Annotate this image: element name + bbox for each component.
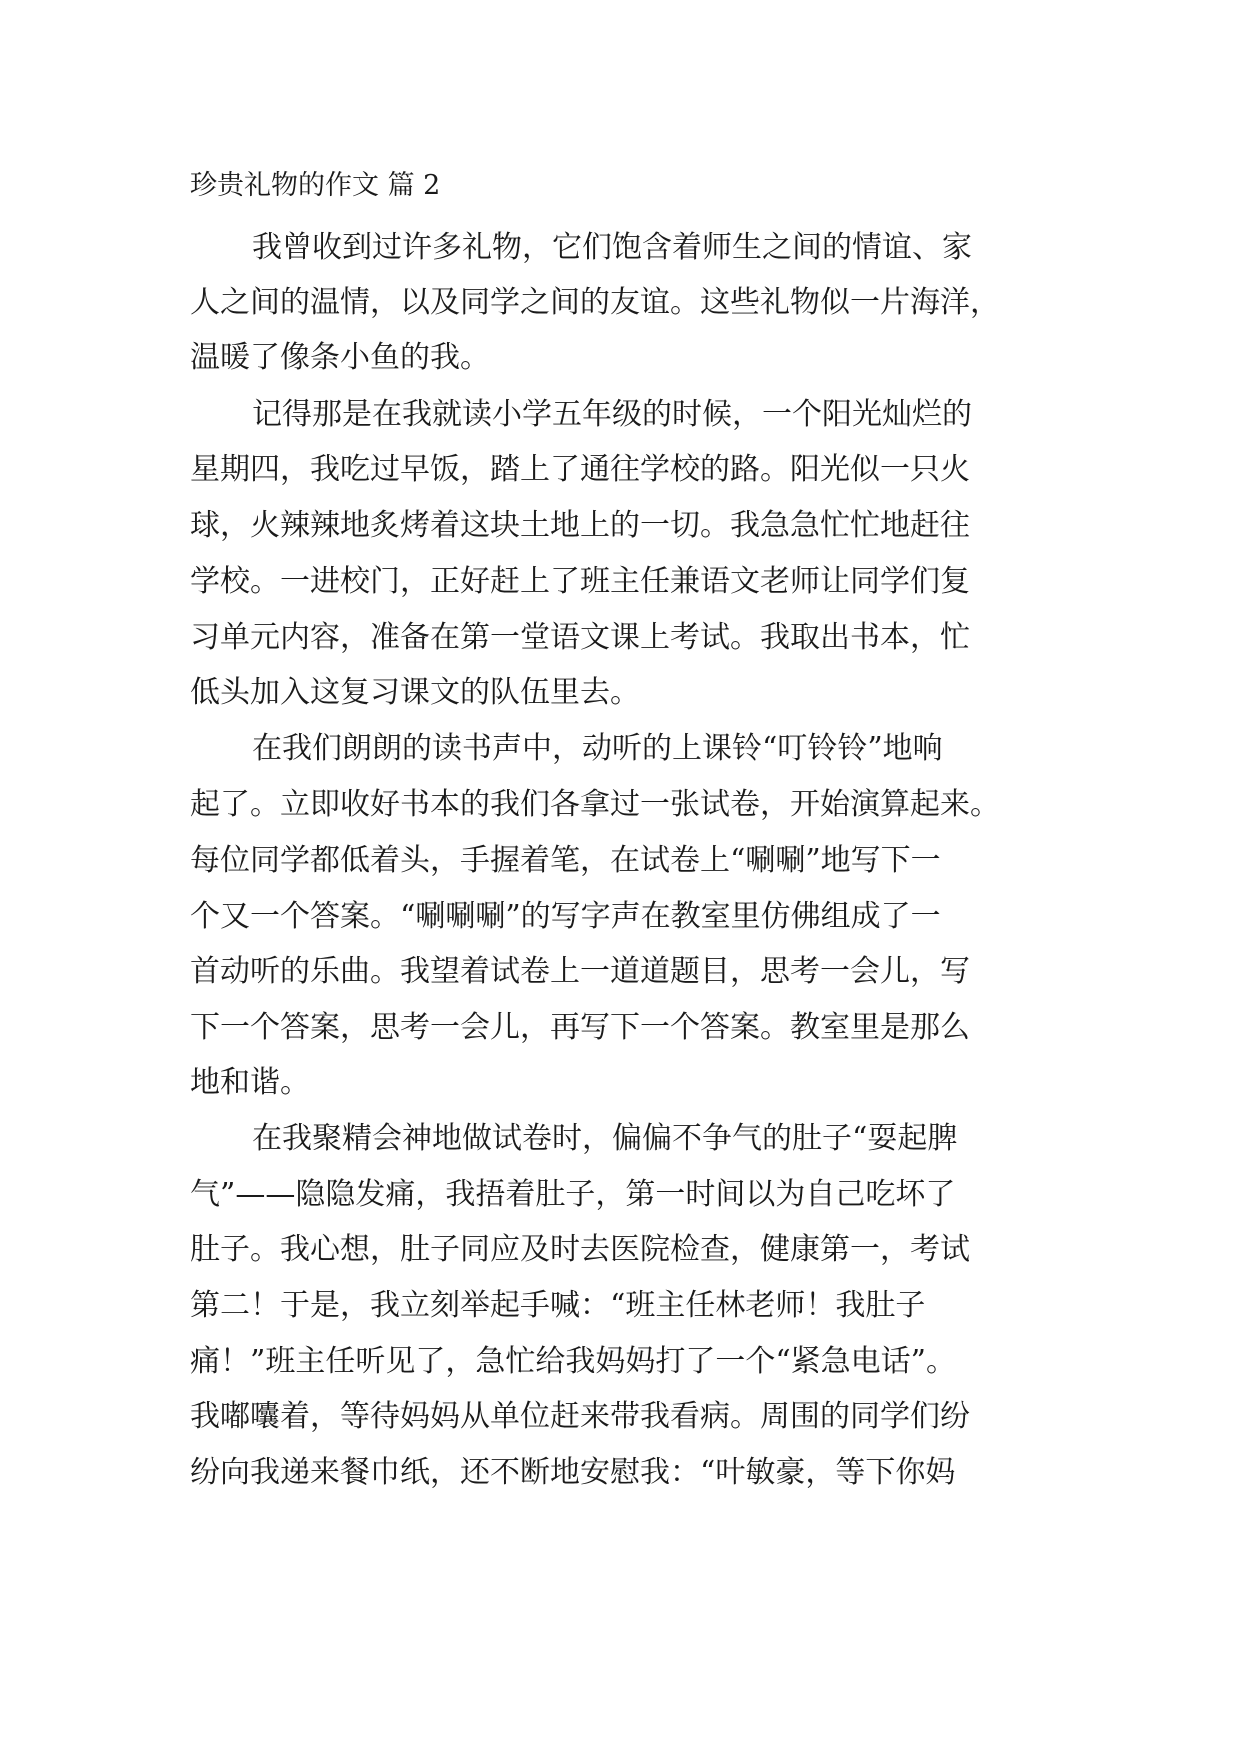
text-line: 首动听的乐曲。我望着试卷上一道道题目，思考一会儿，写 [190, 954, 970, 989]
text-line: 在我聚精会神地做试卷时，偏偏不争气的肚子“耍起脾 [252, 1121, 958, 1156]
text-line: 地和谐。 [190, 1065, 310, 1100]
text-line: 记得那是在我就读小学五年级的时候，一个阳光灿烂的 [252, 397, 972, 432]
text-line: 起了。立即收好书本的我们各拿过一张试卷，开始演算起来。 [190, 787, 1000, 822]
text-line: 星期四，我吃过早饭，踏上了通往学校的路。阳光似一只火 [190, 452, 970, 487]
text-line: 学校。一进校门，正好赶上了班主任兼语文老师让同学们复 [190, 564, 970, 599]
text-line: 纷向我递来餐巾纸，还不断地安慰我：“叶敏豪，等下你妈 [190, 1455, 956, 1490]
text-line: 球，火辣辣地炙烤着这块土地上的一切。我急急忙忙地赶往 [190, 508, 970, 543]
text-line: 我曾收到过许多礼物，它们饱含着师生之间的情谊、家 [252, 230, 972, 265]
essay-title: 珍贵礼物的作文 篇 2 [190, 170, 441, 201]
text-line: 人之间的温情，以及同学之间的友谊。这些礼物似一片海洋， [190, 285, 1000, 320]
text-line: 在我们朗朗的读书声中，动听的上课铃“叮铃铃”地响 [252, 731, 943, 766]
text-line: 肚子。我心想，肚子同应及时去医院检查，健康第一，考试 [190, 1232, 970, 1267]
text-line: 我嘟囔着，等待妈妈从单位赶来带我看病。周围的同学们纷 [190, 1399, 970, 1434]
text-line: 温暖了像条小鱼的我。 [190, 340, 490, 375]
text-line: 气”——隐隐发痛，我捂着肚子，第一时间以为自己吃坏了 [190, 1177, 956, 1212]
text-line: 痛！”班主任听见了，急忙给我妈妈打了一个“紧急电话”。 [190, 1344, 957, 1379]
text-line: 每位同学都低着头，手握着笔，在试卷上“唰唰”地写下一 [190, 843, 941, 878]
text-line: 习单元内容，准备在第一堂语文课上考试。我取出书本，忙 [190, 620, 970, 655]
text-line: 第二！于是，我立刻举起手喊：“班主任林老师！我肚子 [190, 1288, 926, 1323]
text-line: 低头加入这复习课文的队伍里去。 [190, 675, 640, 710]
text-line: 下一个答案，思考一会儿，再写下一个答案。教室里是那么 [190, 1010, 970, 1045]
text-line: 个又一个答案。“唰唰唰”的写字声在教室里仿佛组成了一 [190, 899, 941, 934]
